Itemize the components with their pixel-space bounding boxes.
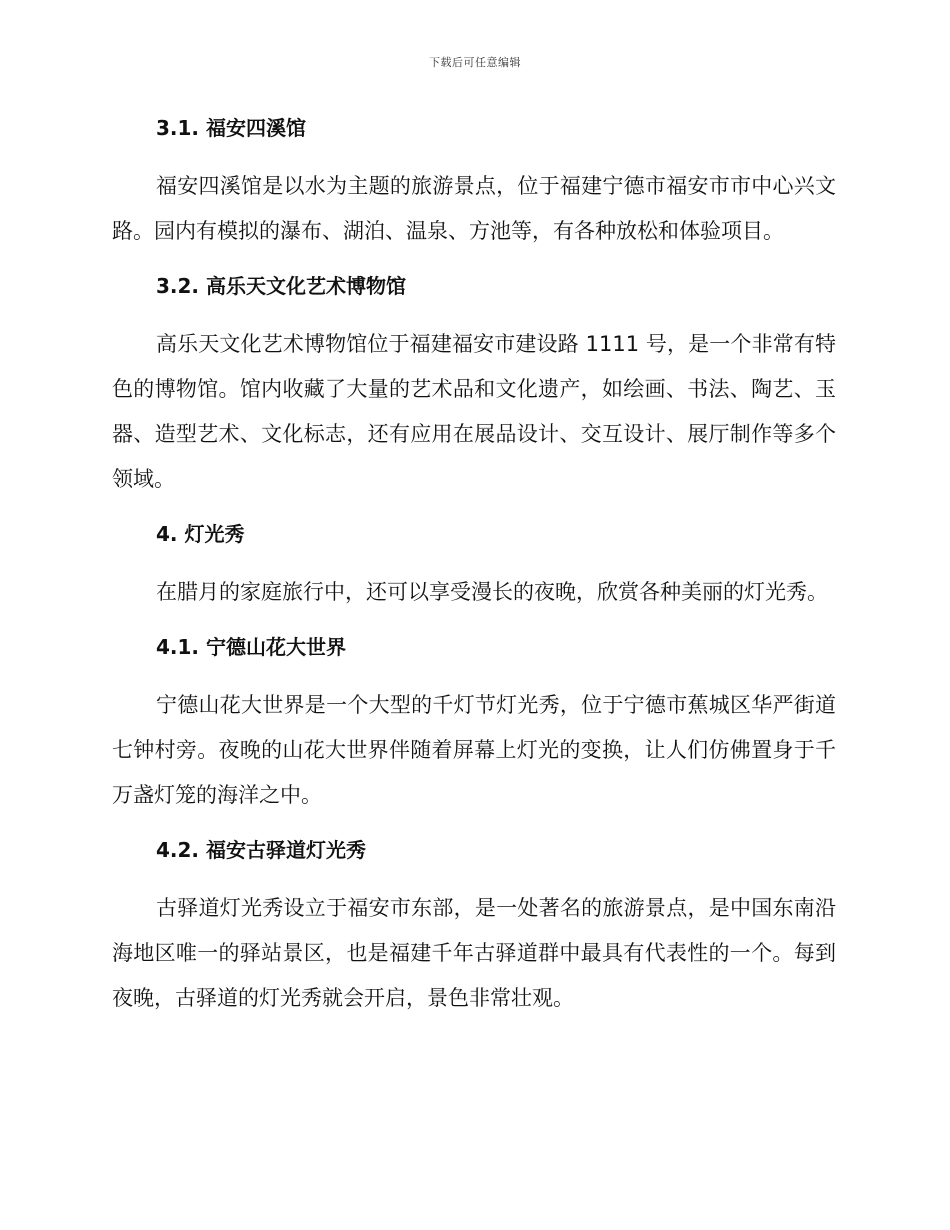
section-paragraph-4: 在腊月的家庭旅行中，还可以享受漫长的夜晚，欣赏各种美丽的灯光秀。 xyxy=(156,580,828,604)
section-heading-3-1: 3.1. 福安四溪馆 xyxy=(156,116,306,140)
section-heading-4: 4. 灯光秀 xyxy=(156,522,245,546)
section-heading-3-2: 3.2. 高乐天文化艺术博物馆 xyxy=(156,274,406,298)
section-paragraph-3-1: 福安四溪馆是以水为主题的旅游景点，位于福建宁德市福安市市中心兴文路。园内有模拟的瀑布、湖泊、温泉、方池等，有各种放松和体验项目。 xyxy=(112,174,836,243)
section-heading-4-2: 4.2. 福安古驿道灯光秀 xyxy=(156,838,366,862)
section-paragraph-3-2: 高乐天文化艺术博物馆位于福建福安市建设路 1111 号，是一个非常有特色的博物馆。馆内收藏了大量的艺术品和文化遗产，如绘画、书法、陶艺、玉器、造型艺术、文化标志，还有应用在展品设计、交互设计、展厅制作等多个领域。 xyxy=(112,332,836,491)
section-heading-4-1: 4.1. 宁德山花大世界 xyxy=(156,635,346,659)
document-body xyxy=(112,110,836,1035)
page-header: 下载后可任意编辑 xyxy=(429,56,521,69)
section-paragraph-4-1: 宁德山花大世界是一个大型的千灯节灯光秀，位于宁德市蕉城区华严街道七钟村旁。夜晚的山花大世界伴随着屏幕上灯光的变换，让人们仿佛置身于千万盏灯笼的海洋之中。 xyxy=(112,693,836,807)
section-paragraph-4-2: 古驿道灯光秀设立于福安市东部，是一处著名的旅游景点，是中国东南沿海地区唯一的驿站景区，也是福建千年古驿道群中最具有代表性的一个。每到夜晚，古驿道的灯光秀就会开启，景色非常壮观。 xyxy=(112,896,836,1010)
